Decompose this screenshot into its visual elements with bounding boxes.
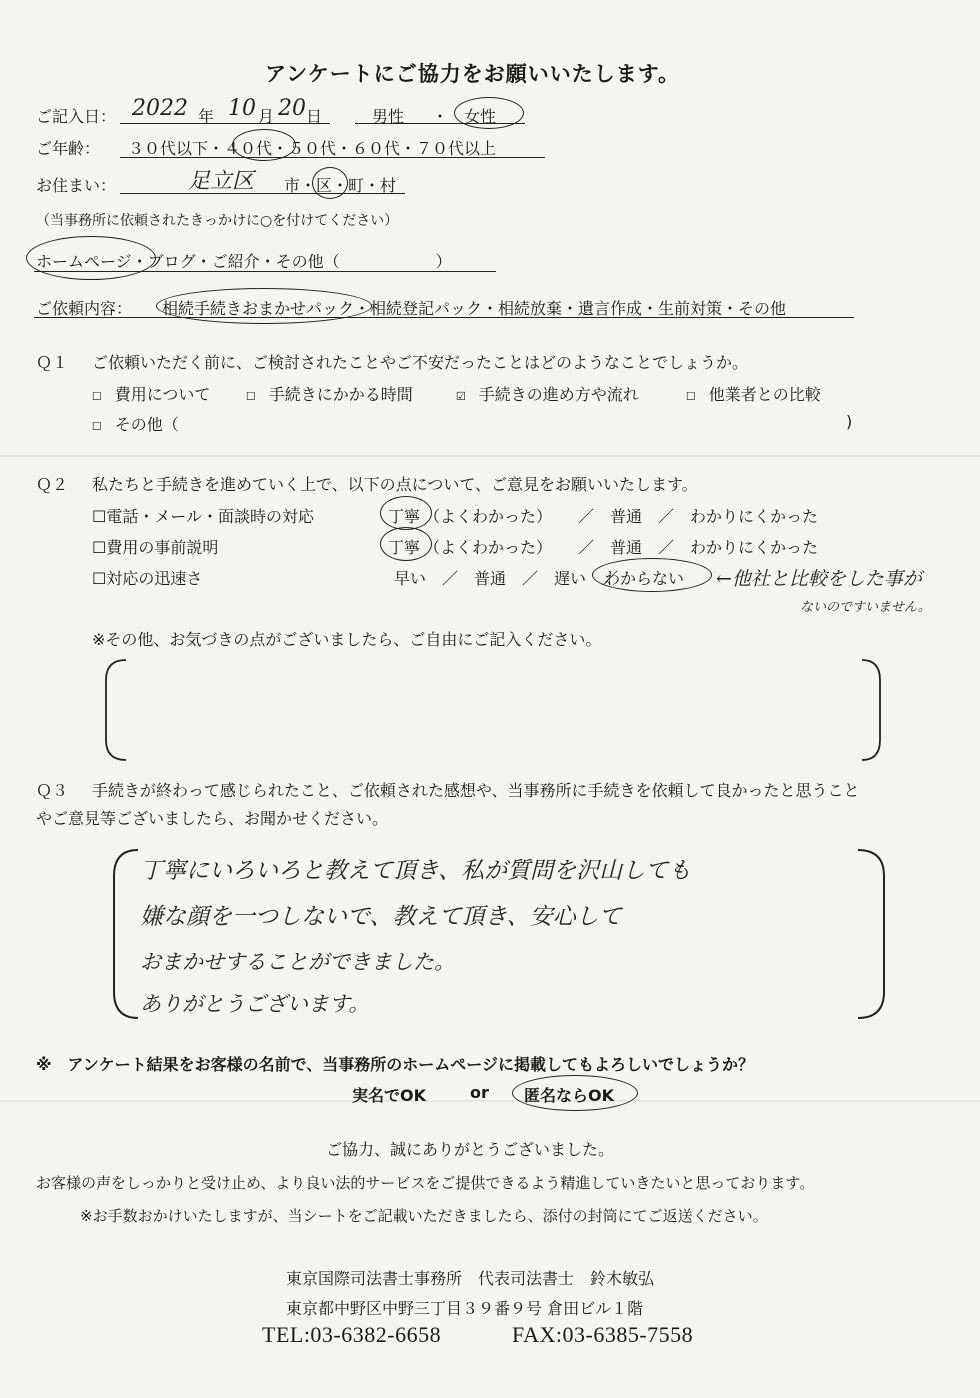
q2-row-opt1-note: （よくわかった） (424, 507, 553, 526)
footer-office: 東京国際司法書士事務所 代表司法書士 鈴木敏弘 (286, 1269, 655, 1288)
checkbox-icon: ☐ (246, 385, 256, 404)
age-label: ご年齢： (36, 139, 101, 158)
age-underline (120, 156, 545, 158)
checkbox-icon: ☐ (92, 385, 102, 404)
publish-question: ※ アンケート結果をお客様の名前で、当事務所のホームページに掲載してもよろしいでしょうか？ (36, 1055, 754, 1074)
address-handwritten: 足立区 (188, 169, 255, 194)
q2-other-prompt: ※その他、お気づきの点がございましたら、ご自由にご記入ください。 (92, 630, 602, 649)
date-underline (120, 122, 330, 124)
q1-other-close: ) (846, 412, 853, 431)
q1-option-time[interactable] (246, 382, 413, 405)
q2-row-item: ☐費用の事前説明 (92, 538, 219, 557)
q2-row-opt1[interactable]: 丁寧 (388, 507, 421, 526)
q3-question-line2: やご意見等ございましたら、お聞かせください。 (36, 809, 389, 828)
gender-male: 男性 (372, 107, 405, 126)
q2-row-opt1[interactable]: 早い ／ 普通 ／ 遅い ／ (394, 569, 619, 588)
answer-line: おまかせすることができました。 (140, 950, 455, 974)
option-label: 手続きにかかる時間 (268, 385, 413, 404)
handwritten-note-1: ←他社と比較をした事が (716, 568, 922, 590)
answer-line: ありがとうございます。 (140, 992, 370, 1016)
date-month-handwritten: 10 (228, 96, 256, 121)
answer-line: 嫌な顔を一つしないで、教えて頂き、安心して (140, 904, 622, 930)
address-units: 市・区・町・村 (284, 176, 397, 195)
gender-sep: ・ (432, 107, 449, 126)
paper-crease (0, 455, 980, 457)
date-month-unit: 月 (258, 107, 275, 126)
closing-line2: お客様の声をしっかりと受け止め、より良い法的サービスをご提供できるよう精進していきたいと思っております。 (36, 1174, 815, 1192)
q1-option-cost[interactable] (92, 382, 210, 405)
trigger-underline (34, 270, 496, 272)
footer-address: 東京都中野区中野三丁目３９番９号 倉田ビル１階 (286, 1299, 644, 1318)
closing-line3: ※お手数おかけいたしますが、当シートをご記載いただきましたら、添付の封筒にてご返送ください。 (80, 1207, 768, 1225)
q1-question: ご依頼いただく前に、ご検討されたことやご不安だったことはどのようなことでしょうか。 (92, 353, 749, 372)
date-year-handwritten: 2022 (132, 96, 188, 121)
closing-thanks: ご協力、誠にありがとうございました。 (326, 1140, 615, 1159)
date-year-unit: 年 (198, 107, 215, 126)
q2-question: 私たちと手続きを進めていく上で、以下の点について、ご意見をお願いいたします。 (92, 475, 698, 494)
q1-option-process[interactable] (456, 382, 639, 405)
trigger-options: ホームページ・ブログ・ご紹介・その他（ ） (36, 252, 452, 271)
q1-option-other[interactable] (92, 412, 179, 435)
comment-bracket (104, 656, 884, 764)
request-label: ご依頼内容： (36, 299, 133, 318)
request-options: 相続手続きおまかせパック・相続登記パック・相続放棄・遺言作成・生前対策・その他 (162, 299, 787, 318)
page-title: アンケートにご協力をお願いいたします。 (265, 62, 681, 86)
address-underline (120, 192, 405, 194)
q1-number: Ｑ１ (36, 353, 69, 372)
q2-row-opt2[interactable]: ／ 普通 ／ わかりにくかった (578, 507, 819, 526)
footer-fax: FAX:03-6385-7558 (512, 1322, 694, 1347)
q2-row-opt1-note: （よくわかった） (424, 538, 553, 557)
q2-row-opt1[interactable]: 丁寧 (388, 538, 421, 557)
q3-question-line1: 手続きが終わって感じられたこと、ご依頼された感想や、当事務所に手続きを依頼して良かったと思うこと (92, 781, 860, 800)
q3-number: Ｑ３ (36, 781, 69, 800)
date-label: ご記入日： (36, 107, 117, 126)
option-label: 費用について (114, 385, 211, 404)
q1-option-compare[interactable] (686, 382, 821, 405)
q2-row-opt2[interactable]: ／ 普通 ／ わかりにくかった (578, 538, 819, 557)
paper-crease (0, 1100, 980, 1102)
q2-row-opt-unknown[interactable]: わからない (604, 569, 685, 588)
checkbox-icon: ☐ (92, 415, 102, 434)
option-label: 他業者との比較 (708, 385, 821, 404)
q2-number: Ｑ２ (36, 475, 69, 494)
checked-box-icon: ☑ (456, 385, 466, 404)
footer-tel: TEL:03-6382-6658 (262, 1322, 442, 1347)
option-label: その他（ (114, 415, 179, 434)
publish-or: or (470, 1083, 489, 1102)
checkbox-icon: ☐ (686, 385, 696, 404)
q2-row-item: ☐電話・メール・面談時の対応 (92, 507, 315, 526)
trigger-note: （当事務所に依頼されたきっかけに○を付けてください） (36, 213, 399, 229)
date-day-handwritten: 20 (278, 96, 306, 121)
q2-row-item: ☐対応の迅速さ (92, 569, 203, 588)
date-row (36, 104, 116, 127)
address-label: お住まい： (36, 176, 117, 195)
date-day-unit: 日 (306, 107, 323, 126)
option-label: 手続きの進め方や流れ (478, 385, 639, 404)
publish-anonymous-option[interactable]: 匿名ならOK (524, 1086, 615, 1105)
age-options: ３０代以下・４０代・５０代・６０代・７０代以上 (128, 139, 497, 158)
request-underline (34, 316, 854, 318)
handwritten-note-2: ないのですいません。 (800, 600, 931, 615)
gender-female: 女性 (464, 107, 497, 126)
answer-line: 丁寧にいろいろと教えて頂き、私が質問を沢山しても (140, 858, 692, 884)
publish-real-name-option[interactable]: 実名でOK (352, 1086, 427, 1105)
